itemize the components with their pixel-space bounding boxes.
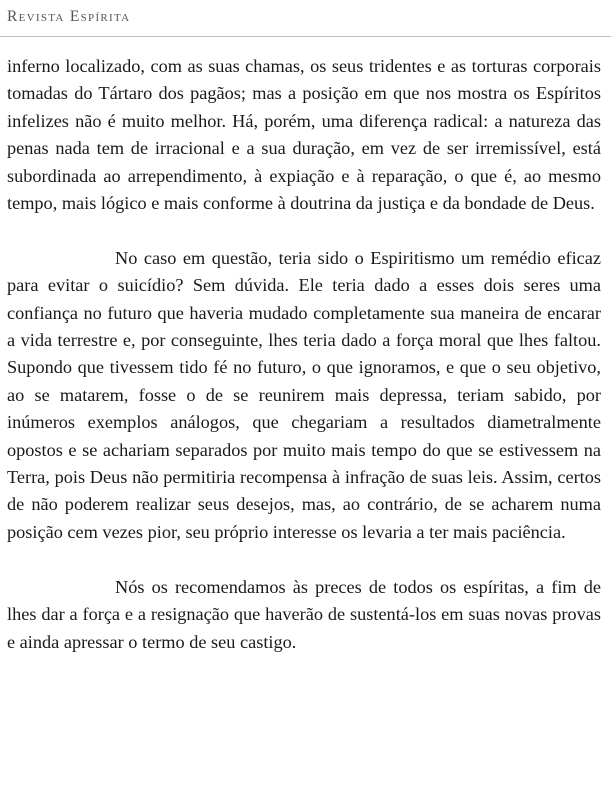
page-body — [7, 53, 601, 656]
paragraph-continuation: inferno localizado, com as suas chamas, os seus tridentes e as torturas corporais tomadas do Tártaro dos pagãos; mas a posição em que nos mostra os Espíritos infelizes não é muito melhor. Há, porém, uma diferença radical: a natureza das penas nada tem de irracional e a sua duração, em vez de ser irremissível, está subordinada ao arrependimento, à expiação e à reparação, o que é, ao mesmo tempo, mais lógico e mais conforme à doutrina da justiça e da bondade de Deus. — [7, 56, 601, 214]
paragraph-suicide-question: No caso em questão, teria sido o Espiritismo um remédio eficaz para evitar o suicídio? Sem dúvida. Ele teria dado a esses dois seres uma confiança no futuro que haveria mudado completamente sua maneira de encarar a vida terrestre e, por conseguinte, lhes teria dado a força moral que lhes faltou. Supondo que tivessem tido fé no futuro, o que ignoramos, e que o seu objetivo, ao se matarem, fosse o de se reunirem mais depressa, teriam sabido, por inúmeros exemplos análogos, que chegariam a resultados diametralmente opostos e se achariam separados por muito mais tempo do que se estivessem na Terra, pois Deus não permitiria recompensa à infração de suas leis. Assim, certos de não poderem realizar seus desejos, mas, ao contrário, de se acharem numa posição cem vezes pior, seu próprio interesse os levaria a ter mais paciência. — [7, 247, 601, 542]
paragraph-prayer-recommendation: Nós os recomendamos às preces de todos os espíritas, a fim de lhes dar a força e a resignação que haverão de sustentá-los em suas novas provas e ainda apressar o termo de seu castigo. — [7, 576, 601, 652]
header-divider — [0, 36, 611, 37]
running-head-title: Revista Espírita — [7, 8, 131, 25]
